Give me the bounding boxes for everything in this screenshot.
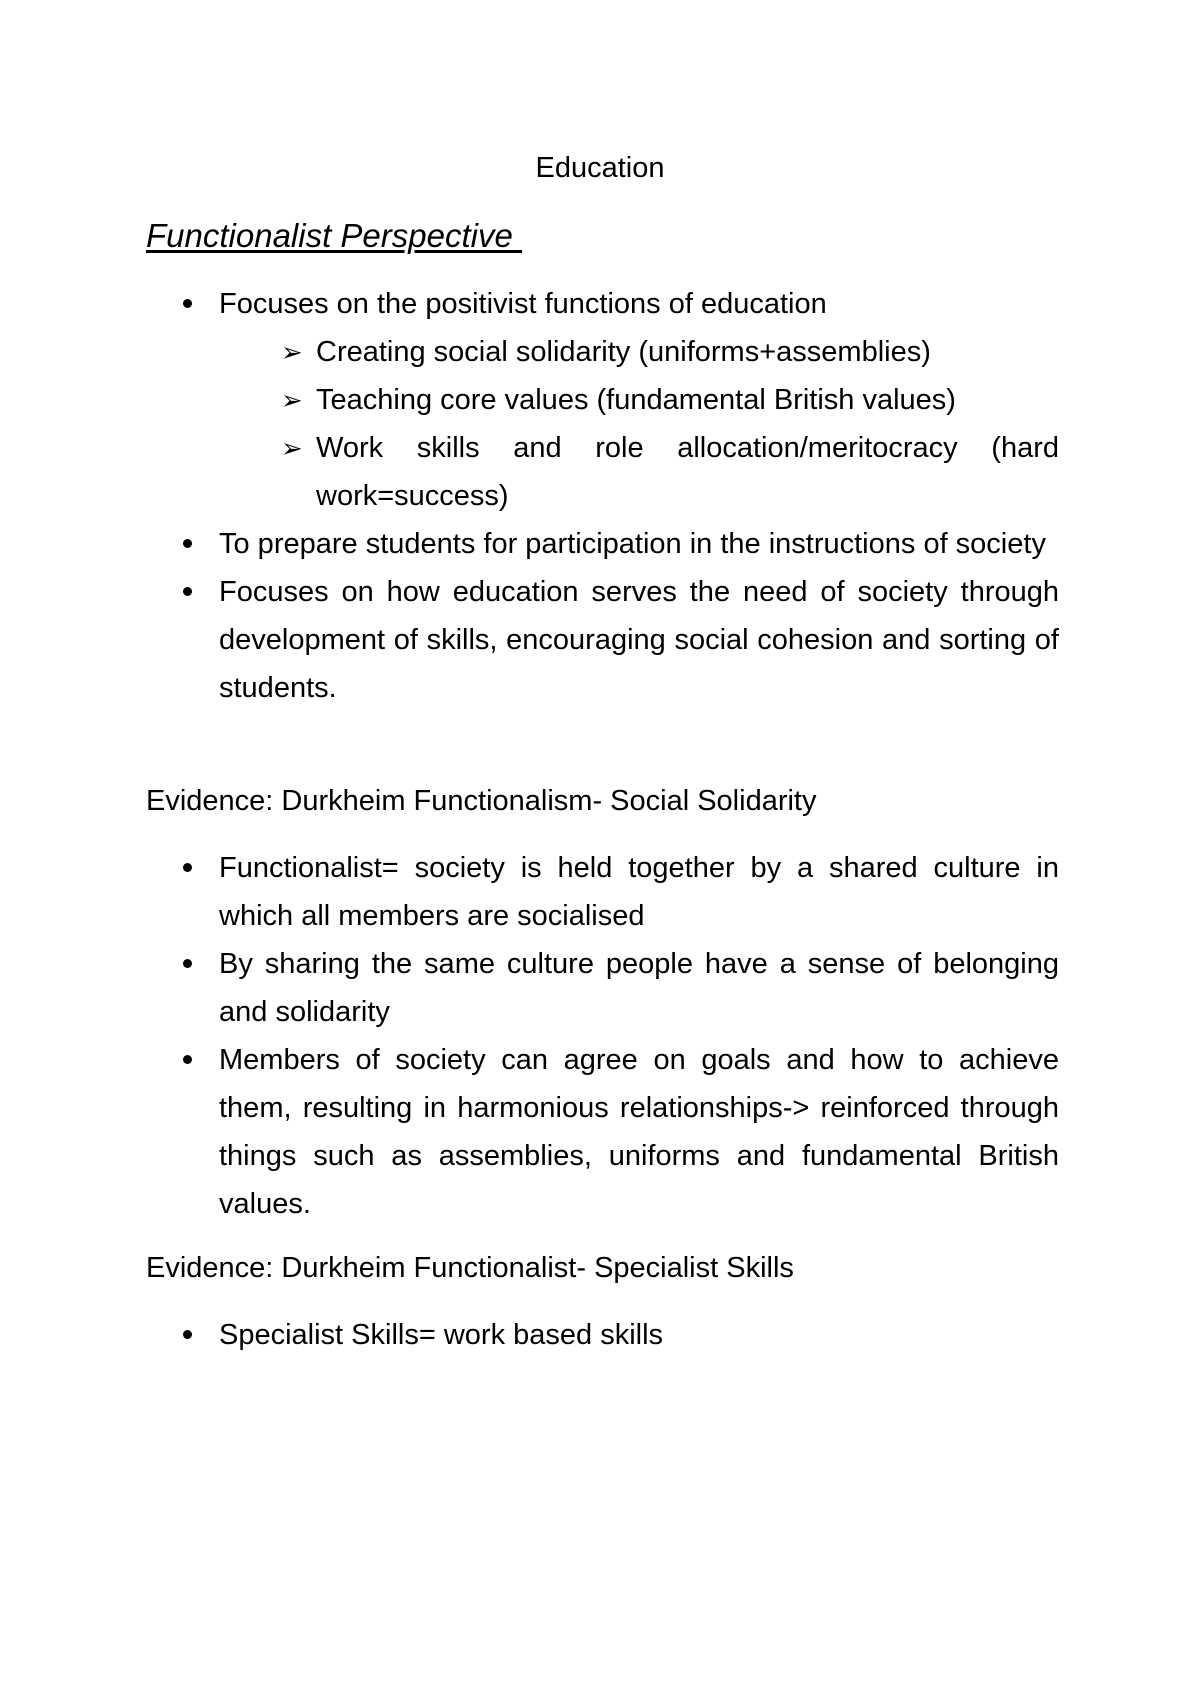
sub-list-item-text: Work skills and role allocation/meritocracy (hard work=success) (316, 432, 1059, 512)
list-item-text: Focuses on how education serves the need of society through development of skills, encouraging social cohesion and sorting of students. (219, 576, 1059, 704)
list-item-text: Members of society can agree on goals and how to achieve them, resulting in harmonious relationships-> reinforced through things such as assemblies, uniforms and fundamental British values. (219, 1044, 1059, 1220)
list-item-text: Specialist Skills= work based skills (219, 1319, 664, 1351)
list-item-text: By sharing the same culture people have a sense of belonging and solidarity (219, 948, 1059, 1028)
list-item (0, 568, 1200, 712)
social-solidarity-list (0, 844, 1200, 1228)
arrow-bullet-icon: ➢ (281, 433, 303, 463)
bullet-icon (183, 280, 192, 328)
list-item (0, 520, 1200, 568)
bullet-icon (183, 520, 192, 568)
sub-list-item-text: Creating social solidarity (uniforms+assemblies) (316, 336, 931, 368)
section-heading-functionalist: Functionalist Perspective (146, 217, 523, 254)
list-item-text: To prepare students for participation in the instructions of society (219, 528, 1046, 560)
arrow-bullet-icon: ➢ (281, 337, 303, 367)
evidence-heading-social-solidarity: Evidence: Durkheim Functionalism- Social Solidarity (146, 785, 817, 817)
list-item (0, 1036, 1200, 1228)
bullet-icon (183, 844, 192, 892)
bullet-icon (183, 1036, 192, 1084)
evidence-heading-specialist-skills: Evidence: Durkheim Functionalist- Specialist Skills (146, 1252, 794, 1284)
specialist-skills-list (0, 1311, 1200, 1359)
list-item (0, 940, 1200, 1036)
arrow-bullet-icon: ➢ (281, 385, 303, 415)
document-title: Education (535, 152, 665, 184)
sub-list-item-text: Teaching core values (fundamental British values) (316, 384, 956, 416)
bullet-icon (183, 1311, 192, 1359)
bullet-icon (183, 940, 192, 988)
list-item (0, 280, 1200, 328)
list-item-text: Focuses on the positivist functions of education (219, 288, 827, 320)
list-item-text: Functionalist= society is held together by a shared culture in which all members are socialised (219, 852, 1059, 932)
sub-list-item (0, 328, 1200, 376)
bullet-icon (183, 568, 192, 616)
sub-list-item (0, 376, 1200, 424)
list-item (0, 1311, 1200, 1359)
functionalist-list (0, 280, 1200, 712)
list-item (0, 844, 1200, 940)
sub-list-item (0, 424, 1200, 520)
